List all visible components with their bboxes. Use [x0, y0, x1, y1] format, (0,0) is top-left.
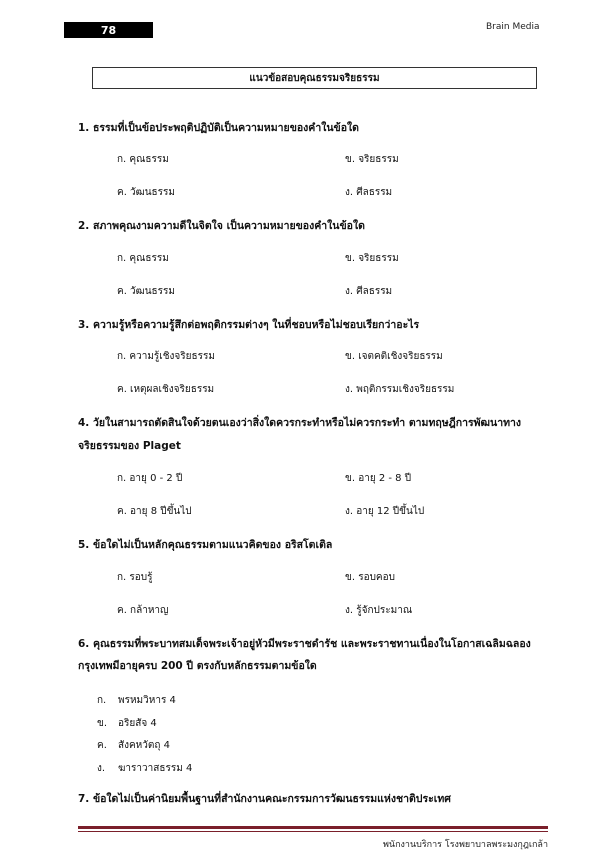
question-1-option-a: ก. คุณธรรม — [117, 154, 169, 165]
question-3-option-c: ค. เหตุผลเชิงจริยธรรม — [117, 384, 215, 395]
question-6-line-2: กรุงเทพมีอายุครบ 200 ปี ตรงกับหลักธรรมตามข้อใด — [78, 660, 317, 672]
question-3-option-a: ก. ความรู้เชิงจริยธรรม — [117, 351, 215, 362]
option-label: ฆาราวาสธรรม 4 — [118, 763, 193, 774]
option-label: พรหมวิหาร 4 — [118, 695, 176, 706]
question-2-option-c: ค. วัฒนธรรม — [117, 286, 175, 297]
question-5-option-a: ก. รอบรู้ — [117, 572, 153, 583]
question-3: 3. ความรู้หรือความรู้สึกต่อพฤติกรรมต่างๆ ในที่ชอบหรือไม่ชอบเรียกว่าอะไร — [78, 319, 420, 331]
question-1: 1. ธรรมที่เป็นข้อประพฤติปฏิบัติเป็นความหมายของคำในข้อใด — [78, 122, 359, 134]
question-5-option-c: ค. กล้าหาญ — [117, 605, 169, 616]
question-1-option-d: ง. ศีลธรรม — [345, 187, 393, 198]
page-number: 78 — [64, 22, 153, 38]
question-3-option-b: ข. เจตคติเชิงจริยธรรม — [345, 351, 443, 362]
section-title: แนวข้อสอบคุณธรรมจริยธรรม — [92, 67, 537, 89]
footer-rule-thin — [78, 831, 548, 832]
footer-text: พนักงานบริการ โรงพยาบาลพระมงกุฎเกล้า — [383, 840, 548, 850]
question-4-option-a: ก. อายุ 0 - 2 ปี — [117, 473, 183, 484]
question-1-option-c: ค. วัฒนธรรม — [117, 187, 175, 198]
option-label: อริยสัจ 4 — [118, 718, 157, 729]
question-1-option-b: ข. จริยธรรม — [345, 154, 399, 165]
question-7: 7. ข้อใดไม่เป็นค่านิยมพื้นฐานที่สำนักงานคณะกรรมการวัฒนธรรมแห่งชาติประเทศ — [78, 793, 451, 805]
question-5-option-b: ข. รอบคอบ — [345, 572, 395, 583]
question-5-option-d: ง. รู้จักประมาณ — [345, 605, 413, 616]
footer-rule-thick — [78, 826, 548, 829]
publisher-name: Brain Media — [486, 22, 540, 32]
question-2-option-d: ง. ศีลธรรม — [345, 286, 393, 297]
question-4-line-1: 4. วัยในสามารถตัดสินใจด้วยตนเองว่าสิ่งใดควรกระทำหรือไม่ควรกระทำ ตามทฤษฎีการพัฒนาทาง — [78, 417, 522, 429]
question-5: 5. ข้อใดไม่เป็นหลักคุณธรรมตามแนวคิดของ อริสโตเติล — [78, 539, 333, 551]
question-4-option-d: ง. อายุ 12 ปีขึ้นไป — [345, 506, 425, 517]
question-4-option-b: ข. อายุ 2 - 8 ปี — [345, 473, 412, 484]
option-mark: ข. — [97, 718, 108, 729]
question-4-line-2: จริยธรรมของ Plaget — [78, 440, 181, 452]
question-2-option-a: ก. คุณธรรม — [117, 253, 169, 264]
option-label: สังคหวัตถุ 4 — [118, 740, 170, 751]
question-6-line-1: 6. คุณธรรมที่พระบาทสมเด็จพระเจ้าอยู่หัวมีพระราชดำรัช และพระราชทานเนื่องในโอกาสเฉลิมฉลอง — [78, 638, 531, 650]
question-6-option-a — [97, 693, 176, 708]
question-6-option-c — [97, 738, 170, 753]
question-4-option-c: ค. อายุ 8 ปีขึ้นไป — [117, 506, 192, 517]
question-2-option-b: ข. จริยธรรม — [345, 253, 399, 264]
question-2: 2. สภาพคุณงามความดีในจิตใจ เป็นความหมายของคำในข้อใด — [78, 220, 365, 232]
question-3-option-d: ง. พฤติกรรมเชิงจริยธรรม — [345, 384, 455, 395]
question-6-option-b — [97, 716, 157, 731]
option-mark: ง. — [97, 763, 106, 774]
option-mark: ก. — [97, 695, 107, 706]
question-6-option-d — [97, 761, 192, 776]
option-mark: ค. — [97, 740, 107, 751]
